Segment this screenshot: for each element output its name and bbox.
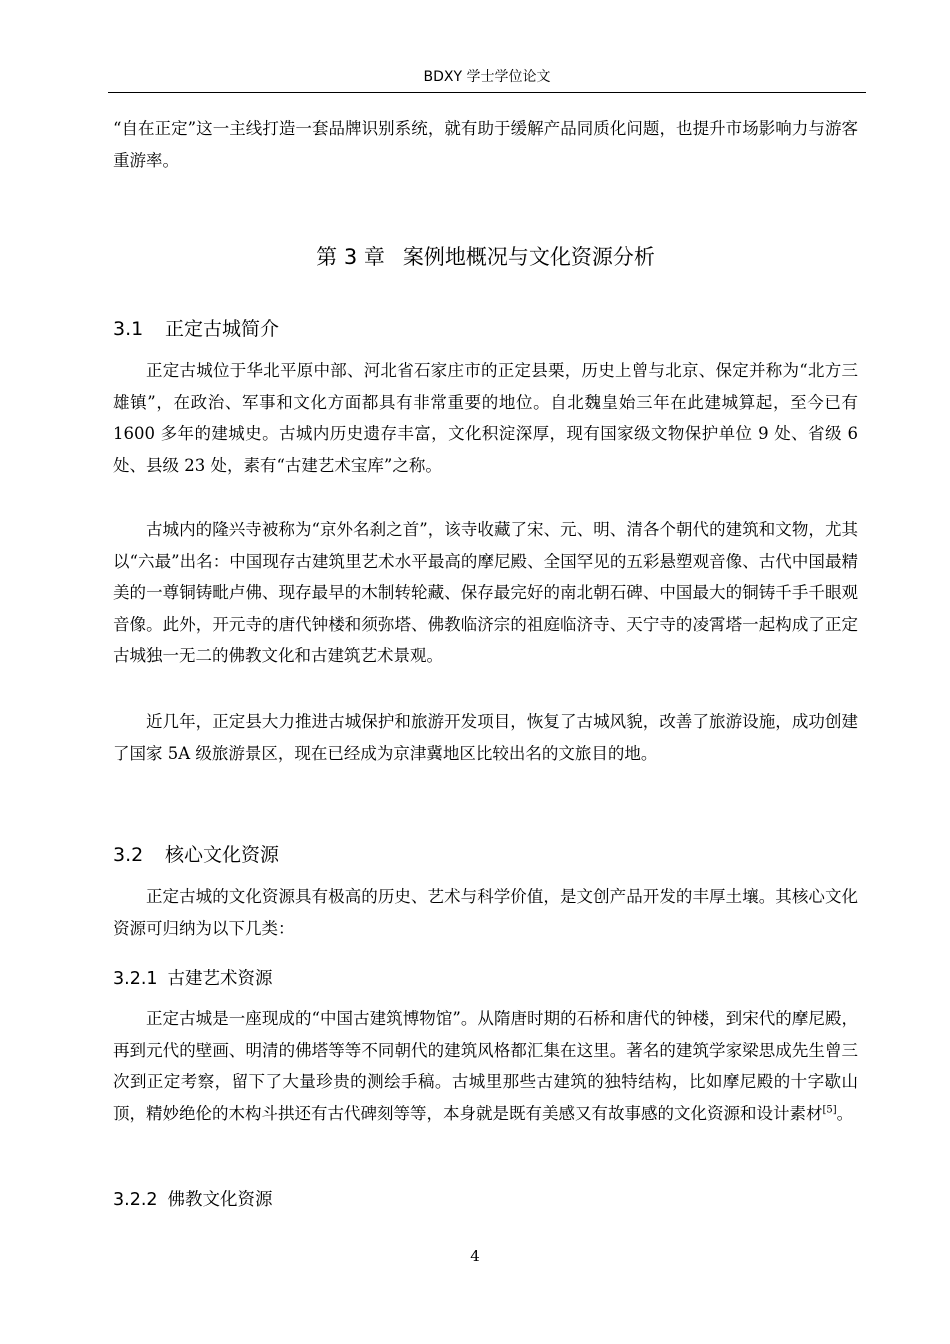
chapter-heading (113, 242, 858, 272)
running-header: BDXY 学士学位论文 (423, 69, 551, 85)
chapter-number: 第 3 章 (316, 245, 385, 269)
subsection-number: 3.2.2 (113, 1190, 158, 1210)
page-number: 4 (470, 1247, 480, 1265)
subsection-number: 3.2.1 (113, 969, 158, 989)
paragraph-3-2: 正定古城的文化资源具有极高的历史、艺术与科学价值，是文创产品开发的丰厚土壤。其核心文化资源可归纳为以下几类： (113, 887, 858, 938)
chapter-title: 案例地概况与文化资源分析 (402, 245, 655, 269)
subsection-title: 佛教文化资源 (167, 1190, 273, 1210)
citation-reference[interactable]: [5] (822, 1104, 837, 1115)
paragraph-end: 。 (836, 1103, 854, 1123)
subsection-title: 古建艺术资源 (167, 969, 273, 989)
section-number: 3.1 (113, 318, 144, 340)
paragraph-3-1-c: 近几年，正定县大力推进古城保护和旅游开发项目，恢复了古城风貌，改善了旅游设施，成功创建了国家 5A 级旅游景区，现在已经成为京津冀地区比较出名的文旅目的地。 (113, 712, 858, 763)
paragraph-text: 正定古城是一座现成的“中国古建筑博物馆”。从隋唐时期的石桥和唐代的钟楼，到宋代的摩尼殿，再到元代的壁画、明清的佛塔等等不同朝代的建筑风格都汇集在这里。著名的建筑学家梁思成先生曾三次到正定考察，留下了大量珍贵的测绘手稿。古城里那些古建筑的独特结构，比如摩尼殿的十字歇山顶，精妙绝伦的木构斗拱还有古代碑刻等等，本身就是既有美感又有故事感的文化资源和设计素材 (113, 1009, 858, 1123)
intro-paragraph: “自在正定”这一主线打造一套品牌识别系统，就有助于缓解产品同质化问题，也提升市场影响力与游客重游率。 (113, 119, 858, 170)
paragraph-3-1-b: 古城内的隆兴寺被称为“京外名刹之首”，该寺收藏了宋、元、明、清各个朝代的建筑和文物，尤其以“六最”出名：中国现存古建筑里艺术水平最高的摩尼殿、全国罕见的五彩悬塑观音像、古代中国最精美的一尊铜铸毗卢佛、现存最早的木制转轮藏、保存最完好的南北朝石碑、中国最大的铜铸千手千眼观音像。此外，开元寺的唐代钟楼和须弥塔、佛教临济宗的祖庭临济寺、天宁寺的凌霄塔一起构成了正定古城独一无二的佛教文化和古建筑艺术景观。 (113, 520, 858, 665)
section-number: 3.2 (113, 844, 144, 866)
paragraph-3-2-1 (113, 1003, 858, 1129)
section-title: 核心文化资源 (165, 844, 280, 866)
subsection-heading-3-2-1 (113, 966, 273, 992)
section-title: 正定古城简介 (165, 318, 280, 340)
section-heading-3-1 (113, 315, 279, 343)
header-divider (108, 92, 866, 93)
subsection-heading-3-2-2 (113, 1187, 273, 1213)
section-heading-3-2 (113, 841, 279, 869)
paragraph-3-1-a: 正定古城位于华北平原中部、河北省石家庄市的正定县栗，历史上曾与北京、保定并称为“北方三雄镇”，在政治、军事和文化方面都具有非常重要的地位。自北魏皇始三年在此建城算起，至今已有 1600 多年的建城史。古城内历史遗存丰富，文化积淀深厚，现有国家级文物保护单位 9 处、省级 6 处、县级 23 处，素有“古建艺术宝库”之称。 (113, 361, 858, 475)
